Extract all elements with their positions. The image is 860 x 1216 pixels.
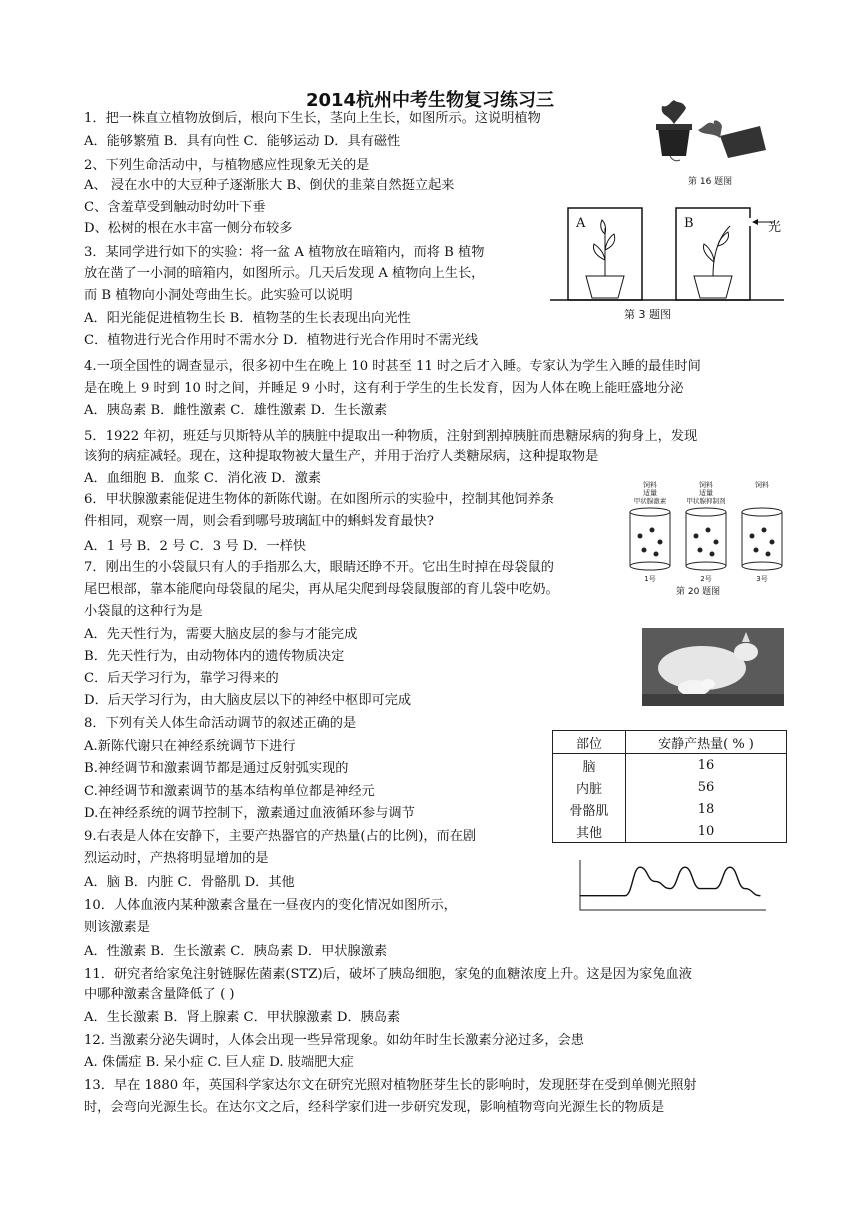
page-title: 2014杭州中考生物复习练习三	[305, 90, 555, 111]
text-line: 件相同，观察一周，则会看到哪号玻璃缸中的蝌蚪发育最快?	[84, 514, 434, 529]
text-line: A．胰岛素 B．雌性激素 C．雄性激素 D．生长激素	[84, 403, 388, 418]
fig3-light-label: 光	[768, 220, 782, 235]
hormone-data-point	[639, 867, 640, 868]
tadpole-jar	[626, 480, 674, 584]
jar-shape	[738, 506, 786, 576]
text-line: C、含羞草受到触动时幼叶下垂	[84, 200, 266, 215]
fig3-label-b: B	[684, 216, 694, 231]
text-line: C．植物进行光合作用时不需水分 D．植物进行光合作用时不需光线	[84, 333, 479, 348]
table-cell: 脑	[553, 754, 626, 777]
hormone-data-point	[759, 895, 760, 896]
fig20-caption: 第 20 题图	[676, 587, 721, 597]
jar-shape	[682, 506, 730, 576]
text-line: A．脑 B．内脏 C．骨骼肌 D．其他	[84, 875, 295, 890]
text-line: A.新陈代谢只在神经系统调节下进行	[84, 739, 296, 754]
table-cell: 56	[626, 776, 787, 798]
jar-label-feed: 饲料	[643, 481, 657, 489]
hormone-data-point	[744, 888, 745, 889]
jar-label-feed: 饲料	[699, 481, 713, 489]
text-line: A．生长激素 B．肾上腺素 C．甲状腺激素 D．胰岛素	[84, 1010, 401, 1025]
table-header-row	[553, 731, 787, 754]
table-cell: 内脏	[553, 776, 626, 798]
fig3-caption: 第 3 题图	[624, 308, 671, 321]
hormone-data-point	[579, 895, 580, 896]
text-line: A．能够繁殖 B．具有向性 C．能够运动 D．具有磁性	[84, 134, 401, 149]
text-line: A．1 号 B．2 号 C．3 号 D．一样快	[84, 539, 307, 554]
text-line: A. 侏儒症 B. 呆小症 C. 巨人症 D. 肢端肥大症	[84, 1055, 354, 1070]
jar-label-sub2: 甲状腺抑制剂	[686, 497, 726, 505]
fig16-caption: 第 16 题图	[688, 177, 733, 187]
text-line: 13．早在 1880 年，英国科学家达尔文在研究光照对植物胚芽生长的影响时，发现胚芽在受到单侧光照射	[84, 1078, 697, 1093]
text-line: 8．下列有关人体生命活动调节的叙述正确的是	[84, 716, 357, 731]
jar-number: 1号	[644, 575, 656, 583]
text-line: A．性激素 B．生长激素 C．胰岛素 D．甲状腺激素	[84, 944, 388, 959]
jar-number: 2号	[700, 575, 712, 583]
fig3-label-a: A	[576, 216, 586, 231]
text-line: 中哪种激素含量降低了 ( )	[84, 987, 235, 1002]
text-line: D.在神经系统的调节控制下，激素通过血液循环参与调节	[84, 806, 415, 821]
text-line: 是在晚上 9 时到 10 时之间，并睡足 9 小时，这有利于学生的生长发育，因为人体在晚上能旺盛地分泌	[84, 381, 684, 396]
text-line: 6．甲状腺激素能促进生物体的新陈代谢。在如图所示的实验中，控制其他饲养条	[84, 492, 554, 507]
table-row	[553, 820, 787, 843]
hormone-data-point	[609, 895, 610, 896]
hormone-series-line	[580, 867, 760, 896]
potted-plant-illustration	[650, 96, 770, 186]
jar-label-sub2: 甲状腺激素	[633, 497, 667, 505]
hormone-chart	[560, 852, 770, 924]
text-line: 时，会弯向光源生长。在达尔文之后，经科学家们进一步研究发现，影响植物弯向光源生长的物质是	[84, 1100, 665, 1115]
table-header-cell: 部位	[553, 731, 626, 754]
text-line: 1．把一株直立植物放倒后，根向下生长，茎向上生长，如图所示。这说明植物	[84, 111, 541, 126]
hormone-data-point	[624, 895, 625, 896]
kangaroo-photo	[642, 628, 784, 706]
text-line: 该狗的病症减轻。现在，这种提取物被大量生产，并用于治疗人类糖尿病，这种提取物是	[84, 449, 599, 464]
jar-label-feed: 饲料	[755, 481, 769, 489]
text-line: C．后天学习行为，靠学习得来的	[84, 671, 279, 686]
jar-label-sub: 适量	[643, 489, 657, 497]
table-row	[553, 798, 787, 820]
table-cell: 16	[626, 754, 787, 777]
text-line: 而 B 植物向小洞处弯曲生长。此实验可以说明	[84, 288, 353, 303]
tadpole-jar	[682, 480, 730, 584]
text-line: 10．人体血液内某种激素含量在一昼夜内的变化情况如图所示，	[84, 898, 457, 913]
table-row	[553, 754, 787, 777]
text-line: 9.右表是人体在安静下，主要产热器官的产热量(占的比例)，而在剧	[84, 829, 477, 844]
text-line: 尾巴根部，靠本能爬向母袋鼠的尾尖，再从尾尖爬到母袋鼠腹部的育儿袋中吃奶。	[84, 582, 559, 597]
text-line: B．先天性行为，由动物体内的遗传物质决定	[84, 649, 345, 664]
tadpole-jar	[738, 480, 786, 584]
text-line: 3．某同学进行如下的实验：将一盆 A 植物放在暗箱内，而将 B 植物	[84, 245, 485, 260]
table-cell: 10	[626, 820, 787, 843]
hormone-data-point	[684, 867, 685, 868]
hormone-data-point	[669, 888, 670, 889]
text-line: A．血细胞 B．血浆 C．消化液 D．激素	[84, 471, 322, 486]
hormone-data-point	[714, 888, 715, 889]
text-line: A．阳光能促进植物生长 B．植物茎的生长表现出向光性	[84, 311, 411, 326]
table-row	[553, 776, 787, 798]
hormone-data-point	[594, 895, 595, 896]
kangaroo-illustration	[642, 628, 784, 706]
table-header-cell: 安静产热量( % )	[626, 731, 787, 754]
text-line: 小袋鼠的这种行为是	[84, 604, 203, 619]
text-line: 则该激素是	[84, 920, 150, 935]
text-line: A、 浸在水中的大豆种子逐渐胀大 B、倒伏的韭菜自然挺立起来	[84, 178, 455, 193]
table-cell: 骨骼肌	[553, 798, 626, 820]
text-line: A．先天性行为，需要大脑皮层的参与才能完成	[84, 627, 358, 642]
text-line: B.神经调节和激素调节都是通过反射弧实现的	[84, 761, 349, 776]
fig-dark-boxes	[548, 204, 788, 324]
jar-shape	[626, 506, 674, 576]
text-line: D、松树的根在水丰富一侧分布较多	[84, 221, 293, 236]
hormone-data-point	[699, 888, 700, 889]
table-cell: 其他	[553, 820, 626, 843]
hormone-data-point	[729, 867, 730, 868]
text-line: 5．1922 年初，班廷与贝斯特从羊的胰脏中提取出一种物质，注射到割掉胰脏而患糖尿病的狗身上，发现	[84, 429, 698, 444]
text-line: 放在凿了一小洞的暗箱内，如图所示。几天后发现 A 植物向上生长，	[84, 266, 485, 281]
text-line: 11．研究者给家兔注射链脲佐菌素(STZ)后，破坏了胰岛细胞，家兔的血糖浓度上升。这是因为家兔血液	[84, 967, 692, 982]
text-line: 2、下列生命活动中，与植物感应性现象无关的是	[84, 158, 370, 173]
text-line: 7．刚出生的小袋鼠只有人的手指那么大，眼睛还睁不开。它出生时掉在母袋鼠的	[84, 560, 554, 575]
hormone-chart-svg	[560, 852, 770, 924]
text-line: 烈运动时，产热将明显增加的是	[84, 851, 269, 866]
table-cell: 18	[626, 798, 787, 820]
hormone-data-point	[654, 881, 655, 882]
fig-potted-plants	[650, 96, 770, 186]
text-line: 4.一项全国性的调查显示，很多初中生在晚上 10 时甚至 11 时之后才入睡。专家认为学生入睡的最佳时间	[84, 359, 701, 374]
fig-tadpole-jars	[620, 480, 795, 595]
text-line: C.神经调节和激素调节的基本结构单位都是神经元	[84, 784, 375, 799]
jar-number: 3号	[756, 575, 768, 583]
text-line: D．后天学习行为，由大脑皮层以下的神经中枢即可完成	[84, 693, 412, 708]
text-line: 12. 当激素分泌失调时，人体会出现一些异常现象。如幼年时生长激素分泌过多，会患	[84, 1033, 584, 1048]
heat-production-table	[552, 730, 787, 843]
chart-axes	[580, 860, 766, 910]
jar-label-sub: 适量	[699, 489, 713, 497]
